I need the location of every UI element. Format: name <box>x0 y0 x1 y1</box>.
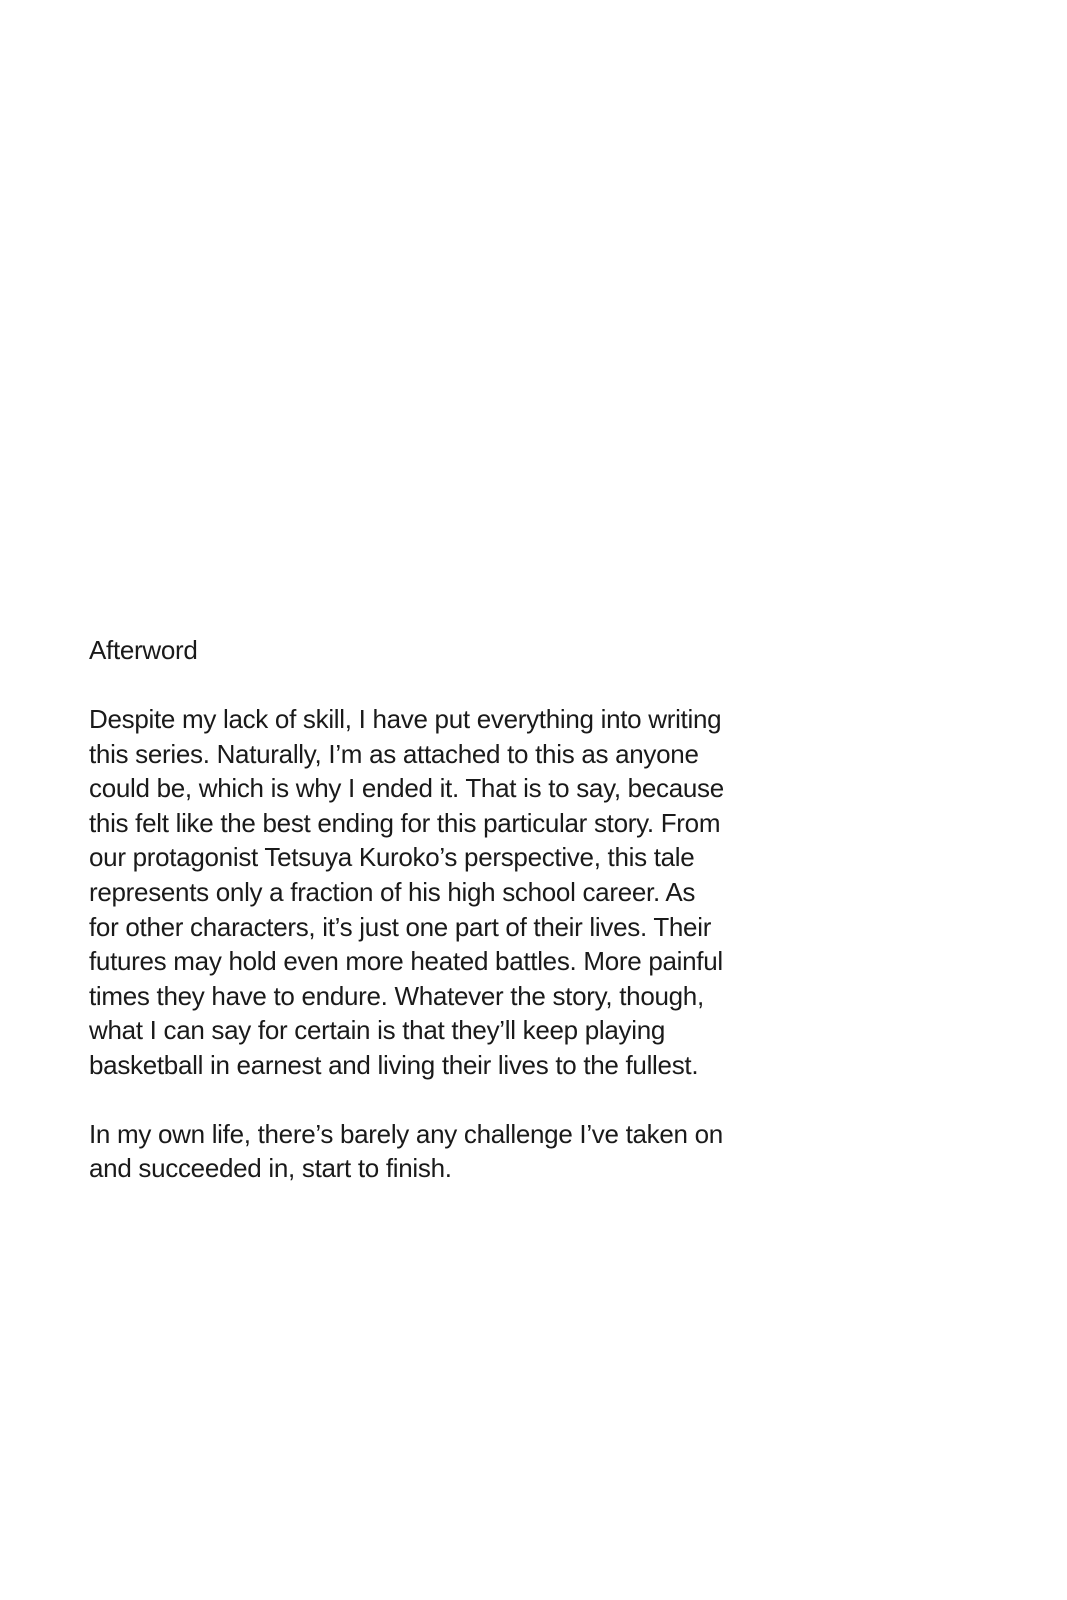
text-line: our protagonist Tetsuya Kuroko’s perspective, this tale <box>89 842 695 873</box>
text-line: Despite my lack of skill, I have put everything into writing <box>89 704 722 734</box>
text-line: this series. Naturally, I’m as attached to this as anyone <box>89 738 699 769</box>
paragraph-2 <box>89 1117 809 1186</box>
afterword-title: Afterword <box>89 635 198 665</box>
text-line: In my own life, there’s barely any challenge I’ve taken on <box>89 1118 723 1149</box>
text-line: times they have to endure. Whatever the story, though, <box>89 980 704 1011</box>
text-line: for other characters, it’s just one part of their lives. Their <box>89 911 712 942</box>
text-line: futures may hold even more heated battles. More painful <box>89 946 723 977</box>
text-line: and succeeded in, start to finish. <box>89 1153 452 1184</box>
afterword-page <box>89 632 809 1220</box>
text-line: basketball in earnest and living their lives to the fullest. <box>89 1049 699 1080</box>
paragraph-1 <box>89 702 809 1083</box>
text-line: represents only a fraction of his high school career. As <box>89 876 696 907</box>
text-line: this felt like the best ending for this particular story. From <box>89 807 721 838</box>
text-line: what I can say for certain is that they’ll keep playing <box>89 1015 666 1046</box>
text-line: could be, which is why I ended it. That is to say, because <box>89 773 724 804</box>
